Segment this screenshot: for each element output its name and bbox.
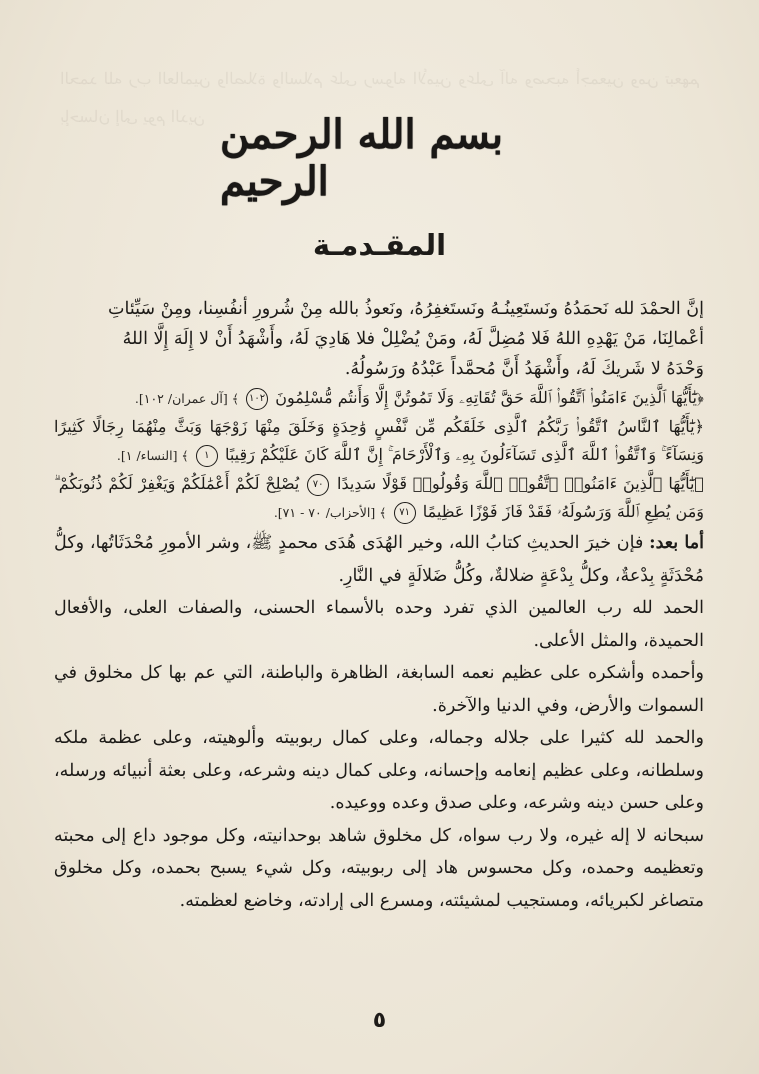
page-title: المقـدمـة — [312, 228, 447, 262]
paragraph-hamd-2: والحمد لله كثيرا على جلاله وجماله، وعلى كمال ربوبيته وألوهيته، وعلى عظمة ملكه وسلطانه، وعلى عظيم إنعامه وإحسانه، وعلى كمال دينه وشرعه، وعلى بعثة أنبيائه ورسله، وعلى حسن دينه وشرعه، وعلى صدق وعده ووعيده. — [54, 728, 704, 813]
verse-reference: ﴾ [النساء/ ١]. — [116, 448, 189, 463]
paragraph-hamd: الحمد لله رب العالمين الذي تفرد وحده بالأسماء الحسنى، والصفات العلى، والأفعال الحميدة، والمثل الأعلى. — [54, 598, 704, 651]
page-number: ٥ — [372, 1008, 387, 1033]
amma-baad-paragraph: أما بعد: فإن خيرَ الحديثِ كتابُ الله، وخير الهُدَى هُدَى محمدٍ ﷺ، وشر الأمورِ مُحْدَثَاتُها، وكلُّ مُحْدَثَةٍ بِدْعةٌ، وكلُّ بِدْعَةٍ ضلالةٌ، وكُلُّ ضَلالَةٍ في النَّارِ. — [54, 533, 704, 586]
verse-reference: ﴾ [الأحزاب/ ٧٠ - ٧١]. — [273, 505, 387, 520]
verse-reference: ﴾ [آل عمران/ ١٠٢]. — [134, 391, 240, 406]
main-content — [54, 294, 704, 917]
khutbah-line-1: إنَّ الحمْدَ لله نَحمَدُهُ ونَستَعِينُـهُ ونَستَغفِرُهُ، ونَعوذُ بالله مِنْ شُرورِ أنفُسِنا، ومِنْ سَيِّئاتِ — [108, 299, 704, 319]
amma-baad-label: أما بعد: — [649, 533, 704, 553]
khutbah-line-3: وَحْدَهُ لا شَريكَ لَهُ، وأَشْهَدُ أَنَّ مُحمَّداً عَبْدُهُ ورَسُولُهُ. — [344, 359, 704, 379]
ayah-number-marker: ١٠٢ — [246, 388, 268, 410]
paragraph-shukr: وأحمده وأشكره على عظيم نعمه السابغة، الظاهرة والباطنة، التي عم بها كل مخلوق في السموات والأرض، وفي الدنيا والآخرة. — [54, 663, 704, 716]
ayah-number-marker: ٧٠ — [307, 474, 329, 496]
ayah-number-marker: ٧١ — [394, 502, 416, 524]
verse-1: ﴿يَٰٓأَيُّهَا ٱلَّذِينَ ءَامَنُوا۟ ٱتَّقُوا۟ ٱللَّهَ حَقَّ تُقَاتِهِۦ وَلَا تَمُوتُنَّ إِلَّا وَأَنتُم مُّسْلِمُونَ ١٠٢ ﴾ [آل عمران/ ١٠٢]. — [54, 384, 704, 413]
verse-3: ﴿يَٰٓأَيُّهَا ٱلَّذِينَ ءَامَنُوا۟ ٱتَّقُوا۟ ٱللَّهَ وَقُولُوا۟ قَوْلًا سَدِيدًا ٧٠ يُصْلِحْ لَكُمْ أَعْمَٰلَكُمْ وَيَغْفِرْ لَكُمْ ذُنُوبَكُمْ ۗ وَمَن يُطِعِ ٱللَّهَ وَرَسُولَهُۥ فَقَدْ فَازَ فَوْزًا عَظِيمًا ٧١ ﴾ [الأحزاب/ ٧٠ - ٧١]. — [54, 470, 704, 527]
verse-2: ﴿يَٰٓأَيُّهَا ٱلنَّاسُ ٱتَّقُوا۟ رَبَّكُمُ ٱلَّذِى خَلَقَكُم مِّن نَّفْسٍ وَٰحِدَةٍ وَخَلَقَ مِنْهَا زَوْجَهَا وَبَثَّ مِنْهُمَا رِجَالًا كَثِيرًا وَنِسَآءً ۚ وَٱتَّقُوا۟ ٱللَّهَ ٱلَّذِى تَسَآءَلُونَ بِهِۦ وَٱلْأَرْحَامَ ۚ إِنَّ ٱللَّهَ كَانَ عَلَيْكُمْ رَقِيبًا ١ ﴾ [النساء/ ١]. — [54, 413, 704, 470]
paragraph-subhanahu: سبحانه لا إله غيره، ولا رب سواه، كل مخلوق شاهد بوحدانيته، وكل موجود داع إلى محبته وتعظيمه وحمده، وكل محسوس هاد إلى ربوبيته، وكل شيء يسبح بحمده، وكل مخلوق متصاغر لكبريائه، ومستجيب لمشيئته، ومسرع الى إرادته، وخاضع لعظمته. — [54, 825, 704, 911]
ayah-number-marker: ١ — [196, 445, 218, 467]
khutbah-line-2: أعْمالِنَا، مَنْ يَهْدِهِ اللهُ فَلا مُضِلَّ لَهُ، ومَنْ يُضْلِلْ فلا هَادِيَ لَهُ، وأَشْهَدُ أَنْ لا إِلَهَ إِلَّا اللهُ — [122, 329, 704, 349]
bleed-through-text: الحمد لله رب العالمين والصلاة والسلام على رسوله الأمين وعلى آله وصحبه أجمعين ومن تبعهم بإحسان إلى يوم الدين — [60, 69, 700, 126]
basmala-calligraphy: بسم الله الرحمن الرحيم — [220, 111, 503, 205]
